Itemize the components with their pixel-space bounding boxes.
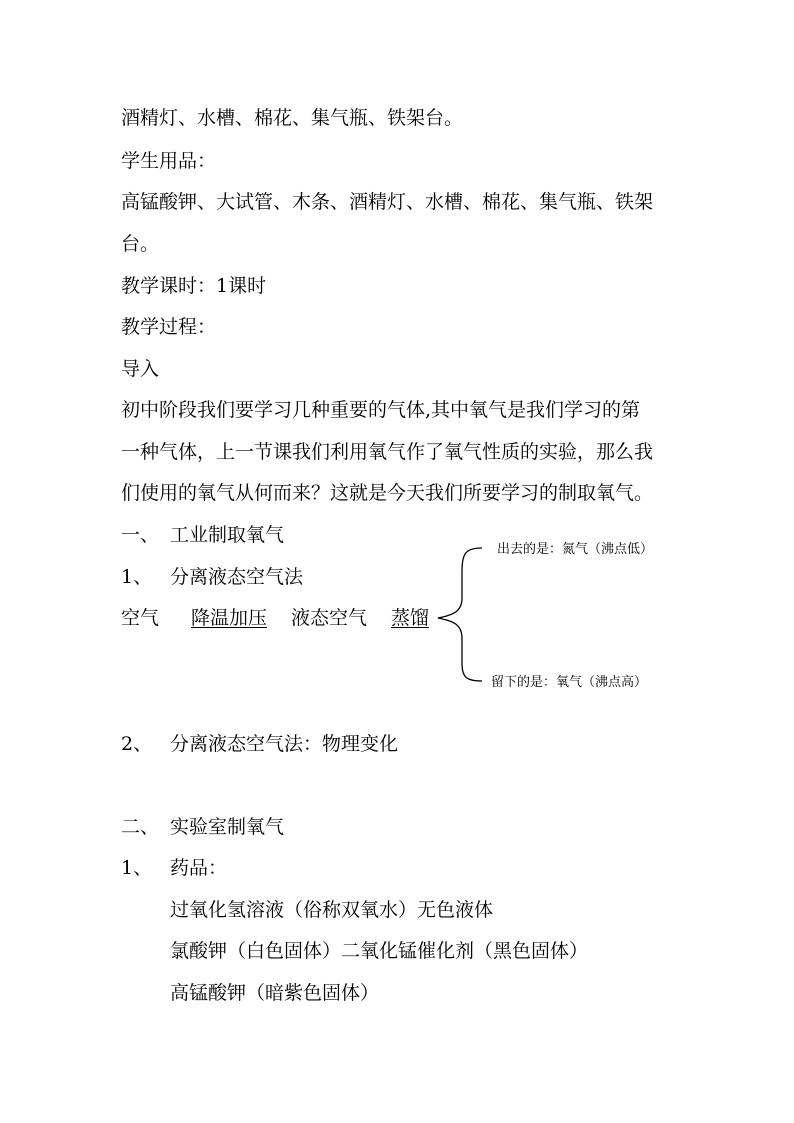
section1-item2-number: 2、 (121, 733, 153, 755)
student-items-line-2: 台。 (121, 233, 160, 255)
section1-number: 一、 (121, 524, 160, 546)
section1-item1-number: 1、 (121, 566, 153, 588)
branch-brace (430, 543, 490, 683)
intro-text-line-3: 们使用的氧气从何而来？这就是今天我们所要学习的制取氧气。 (121, 482, 654, 504)
flow-step-cool-compress: 降温加压 (191, 607, 268, 629)
process-flow (121, 606, 430, 630)
section2-item1-title: 药品： (170, 857, 228, 879)
section1-item2 (121, 732, 398, 756)
section2-title: 实验室制氧气 (170, 816, 285, 838)
intro-heading: 导入 (121, 358, 160, 380)
flow-liquid-air: 液态空气 (291, 607, 368, 629)
section1-item1 (121, 565, 303, 589)
drug-potassium-permanganate: 高锰酸钾（暗紫色固体） (170, 982, 380, 1004)
intro-text-line-1: 初中阶段我们要学习几种重要的气体,其中氧气是我们学习的第 (121, 399, 641, 421)
lesson-time: 教学课时：1课时 (121, 275, 267, 297)
student-items-line-1: 高锰酸钾、大试管、木条、酒精灯、水槽、棉花、集气瓶、铁架 (121, 191, 654, 213)
process-heading: 教学过程： (121, 316, 217, 338)
branch-bottom-label: 留下的是：氧气（沸点高） (491, 675, 648, 690)
section2-item1 (121, 856, 227, 880)
section2-heading (121, 815, 284, 839)
section1-item2-title: 分离液态空气法：物理变化 (170, 733, 399, 755)
branch-top-label: 出去的是：氮气（沸点低） (497, 542, 654, 557)
section1-title: 工业制取氧气 (170, 524, 285, 546)
drug-potassium-chlorate: 氯酸钾（白色固体）二氧化锰催化剂（黑色固体） (170, 940, 589, 962)
section1-heading (121, 523, 284, 547)
brace-path (438, 548, 482, 681)
student-items-heading: 学生用品： (121, 150, 217, 172)
drug-hydrogen-peroxide: 过氧化氢溶液（俗称双氧水）无色液体 (170, 899, 494, 921)
intro-text-line-2: 一种气体，上一节课我们利用氧气作了氧气性质的实验，那么我 (121, 441, 654, 463)
equipment-line: 酒精灯、水槽、棉花、集气瓶、铁架台。 (121, 107, 464, 129)
section2-number: 二、 (121, 816, 160, 838)
flow-air: 空气 (121, 607, 160, 629)
flow-step-distill: 蒸馏 (391, 607, 430, 629)
section2-item1-number: 1、 (121, 857, 153, 879)
section1-item1-title: 分离液态空气法 (170, 566, 304, 588)
